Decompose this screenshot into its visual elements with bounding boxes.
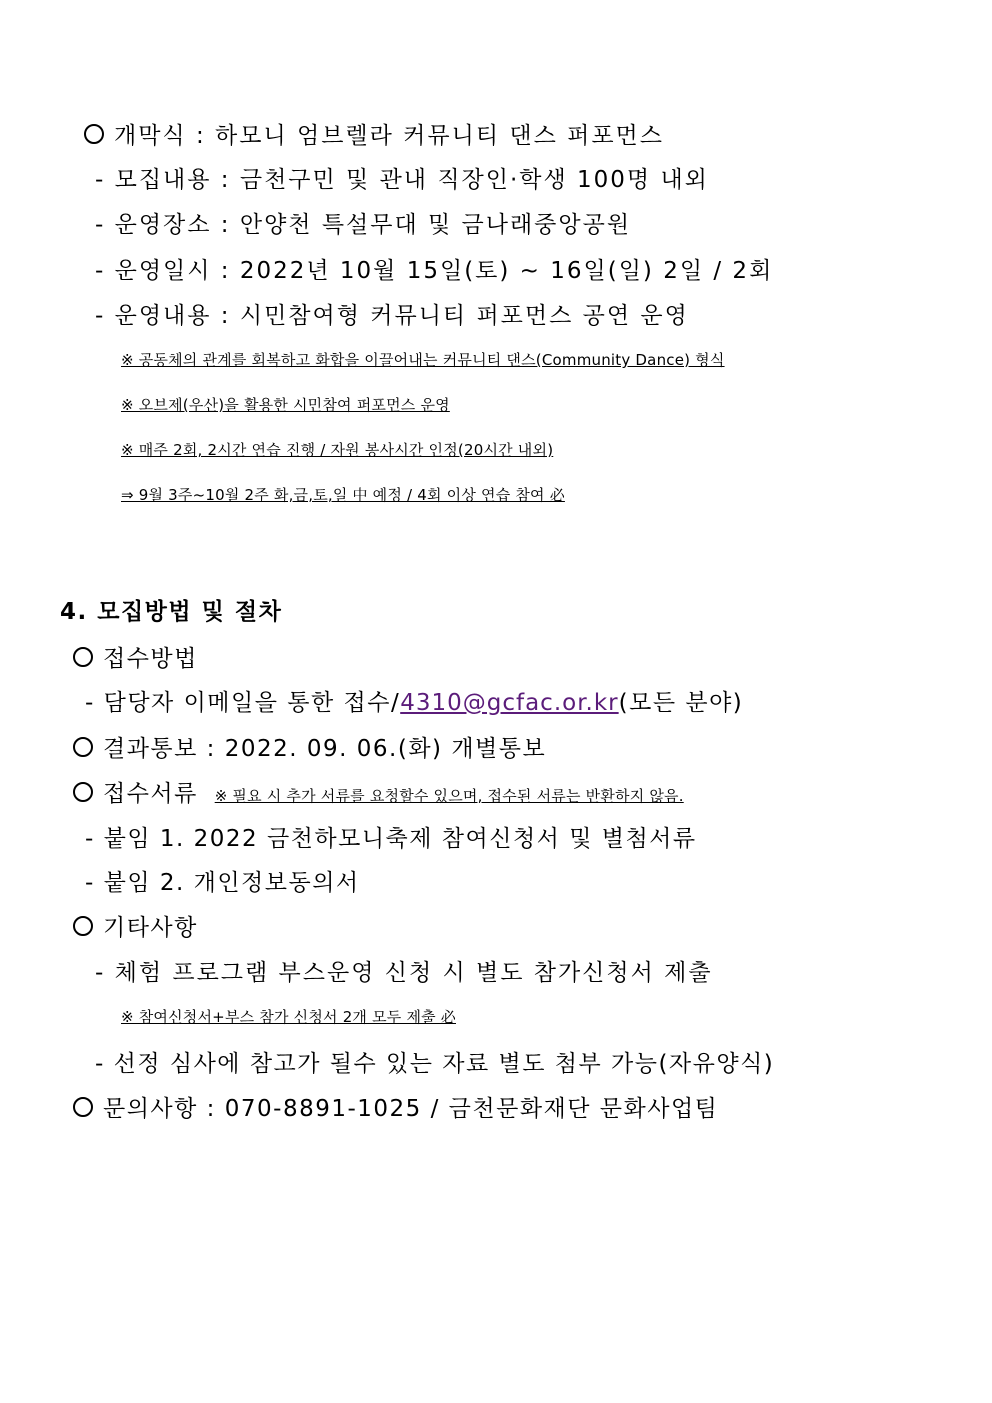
receipt-detail-prefix: - 담당자 이메일을 통한 접수/ [85, 690, 401, 716]
etc-attach: - 선정 심사에 참고가 될수 있는 자료 별도 첨부 가능(자유양식) [95, 1051, 775, 1077]
doc-attachment-2: - 붙임 2. 개인정보동의서 [85, 870, 360, 896]
operation-content: - 운영내용 : 시민참여형 커뮤니티 퍼포먼스 공연 운영 [95, 303, 689, 329]
opening-ceremony-title [84, 117, 664, 150]
doc-attachment-1: - 붙임 1. 2022 금천하모니축제 참여신청서 및 별첨서류 [85, 826, 697, 852]
email-link[interactable]: 4310@gcfac.or.kr [400, 690, 619, 716]
note-community-dance: ※ 공동체의 관계를 회복하고 화합을 이끌어내는 커뮤니티 댄스(Community Dance) 형식 [121, 351, 725, 369]
note-practice: ※ 매주 2회, 2시간 연습 진행 / 자원 봉사시간 인정(20시간 내외) [121, 441, 554, 459]
circle-bullet-icon [73, 737, 93, 757]
circle-bullet-icon [73, 782, 93, 802]
etc [73, 909, 198, 942]
documents [73, 775, 684, 808]
receipt-method-label: 접수방법 [103, 646, 198, 672]
note-period: ⇒ 9월 3주~10월 2주 화,금,토,일 中 예정 / 4회 이상 연습 참여 必 [121, 486, 565, 504]
result-notice-text: 결과통보 : 2022. 09. 06.(화) 개별통보 [103, 736, 547, 762]
contact-text: 문의사항 : 070-8891-1025 / 금천문화재단 문화사업팀 [103, 1096, 719, 1122]
receipt-detail-suffix: (모든 분야) [618, 690, 744, 716]
contact [73, 1090, 718, 1123]
result-notice [73, 730, 546, 763]
section4-heading: 4. 모집방법 및 절차 [60, 599, 283, 625]
receipt-method [73, 640, 198, 673]
receipt-detail [85, 684, 743, 717]
circle-bullet-icon [73, 916, 93, 936]
opening-ceremony-title-text: 개막식 : 하모니 엄브렐라 커뮤니티 댄스 퍼포먼스 [114, 123, 664, 149]
recruit-content: - 모집내용 : 금천구민 및 관내 직장인·학생 100명 내외 [95, 167, 709, 193]
etc-note: ※ 참여신청서+부스 참가 신청서 2개 모두 제출 必 [121, 1008, 456, 1026]
circle-bullet-icon [84, 124, 104, 144]
documents-note: ※ 필요 시 추가 서류를 요청할수 있으며, 접수된 서류는 반환하지 않음. [214, 787, 684, 805]
circle-bullet-icon [73, 647, 93, 667]
circle-bullet-icon [73, 1097, 93, 1117]
etc-label: 기타사항 [103, 915, 198, 941]
venue: - 운영장소 : 안양천 특설무대 및 금나래중앙공원 [95, 212, 632, 238]
documents-label: 접수서류 [103, 781, 198, 807]
note-umbrella: ※ 오브제(우산)을 활용한 시민참여 퍼포먼스 운영 [121, 396, 450, 414]
etc-booth: - 체험 프로그램 부스운영 신청 시 별도 참가신청서 제출 [95, 960, 713, 986]
schedule: - 운영일시 : 2022년 10월 15일(토) ~ 16일(일) 2일 / 2회 [95, 258, 774, 284]
